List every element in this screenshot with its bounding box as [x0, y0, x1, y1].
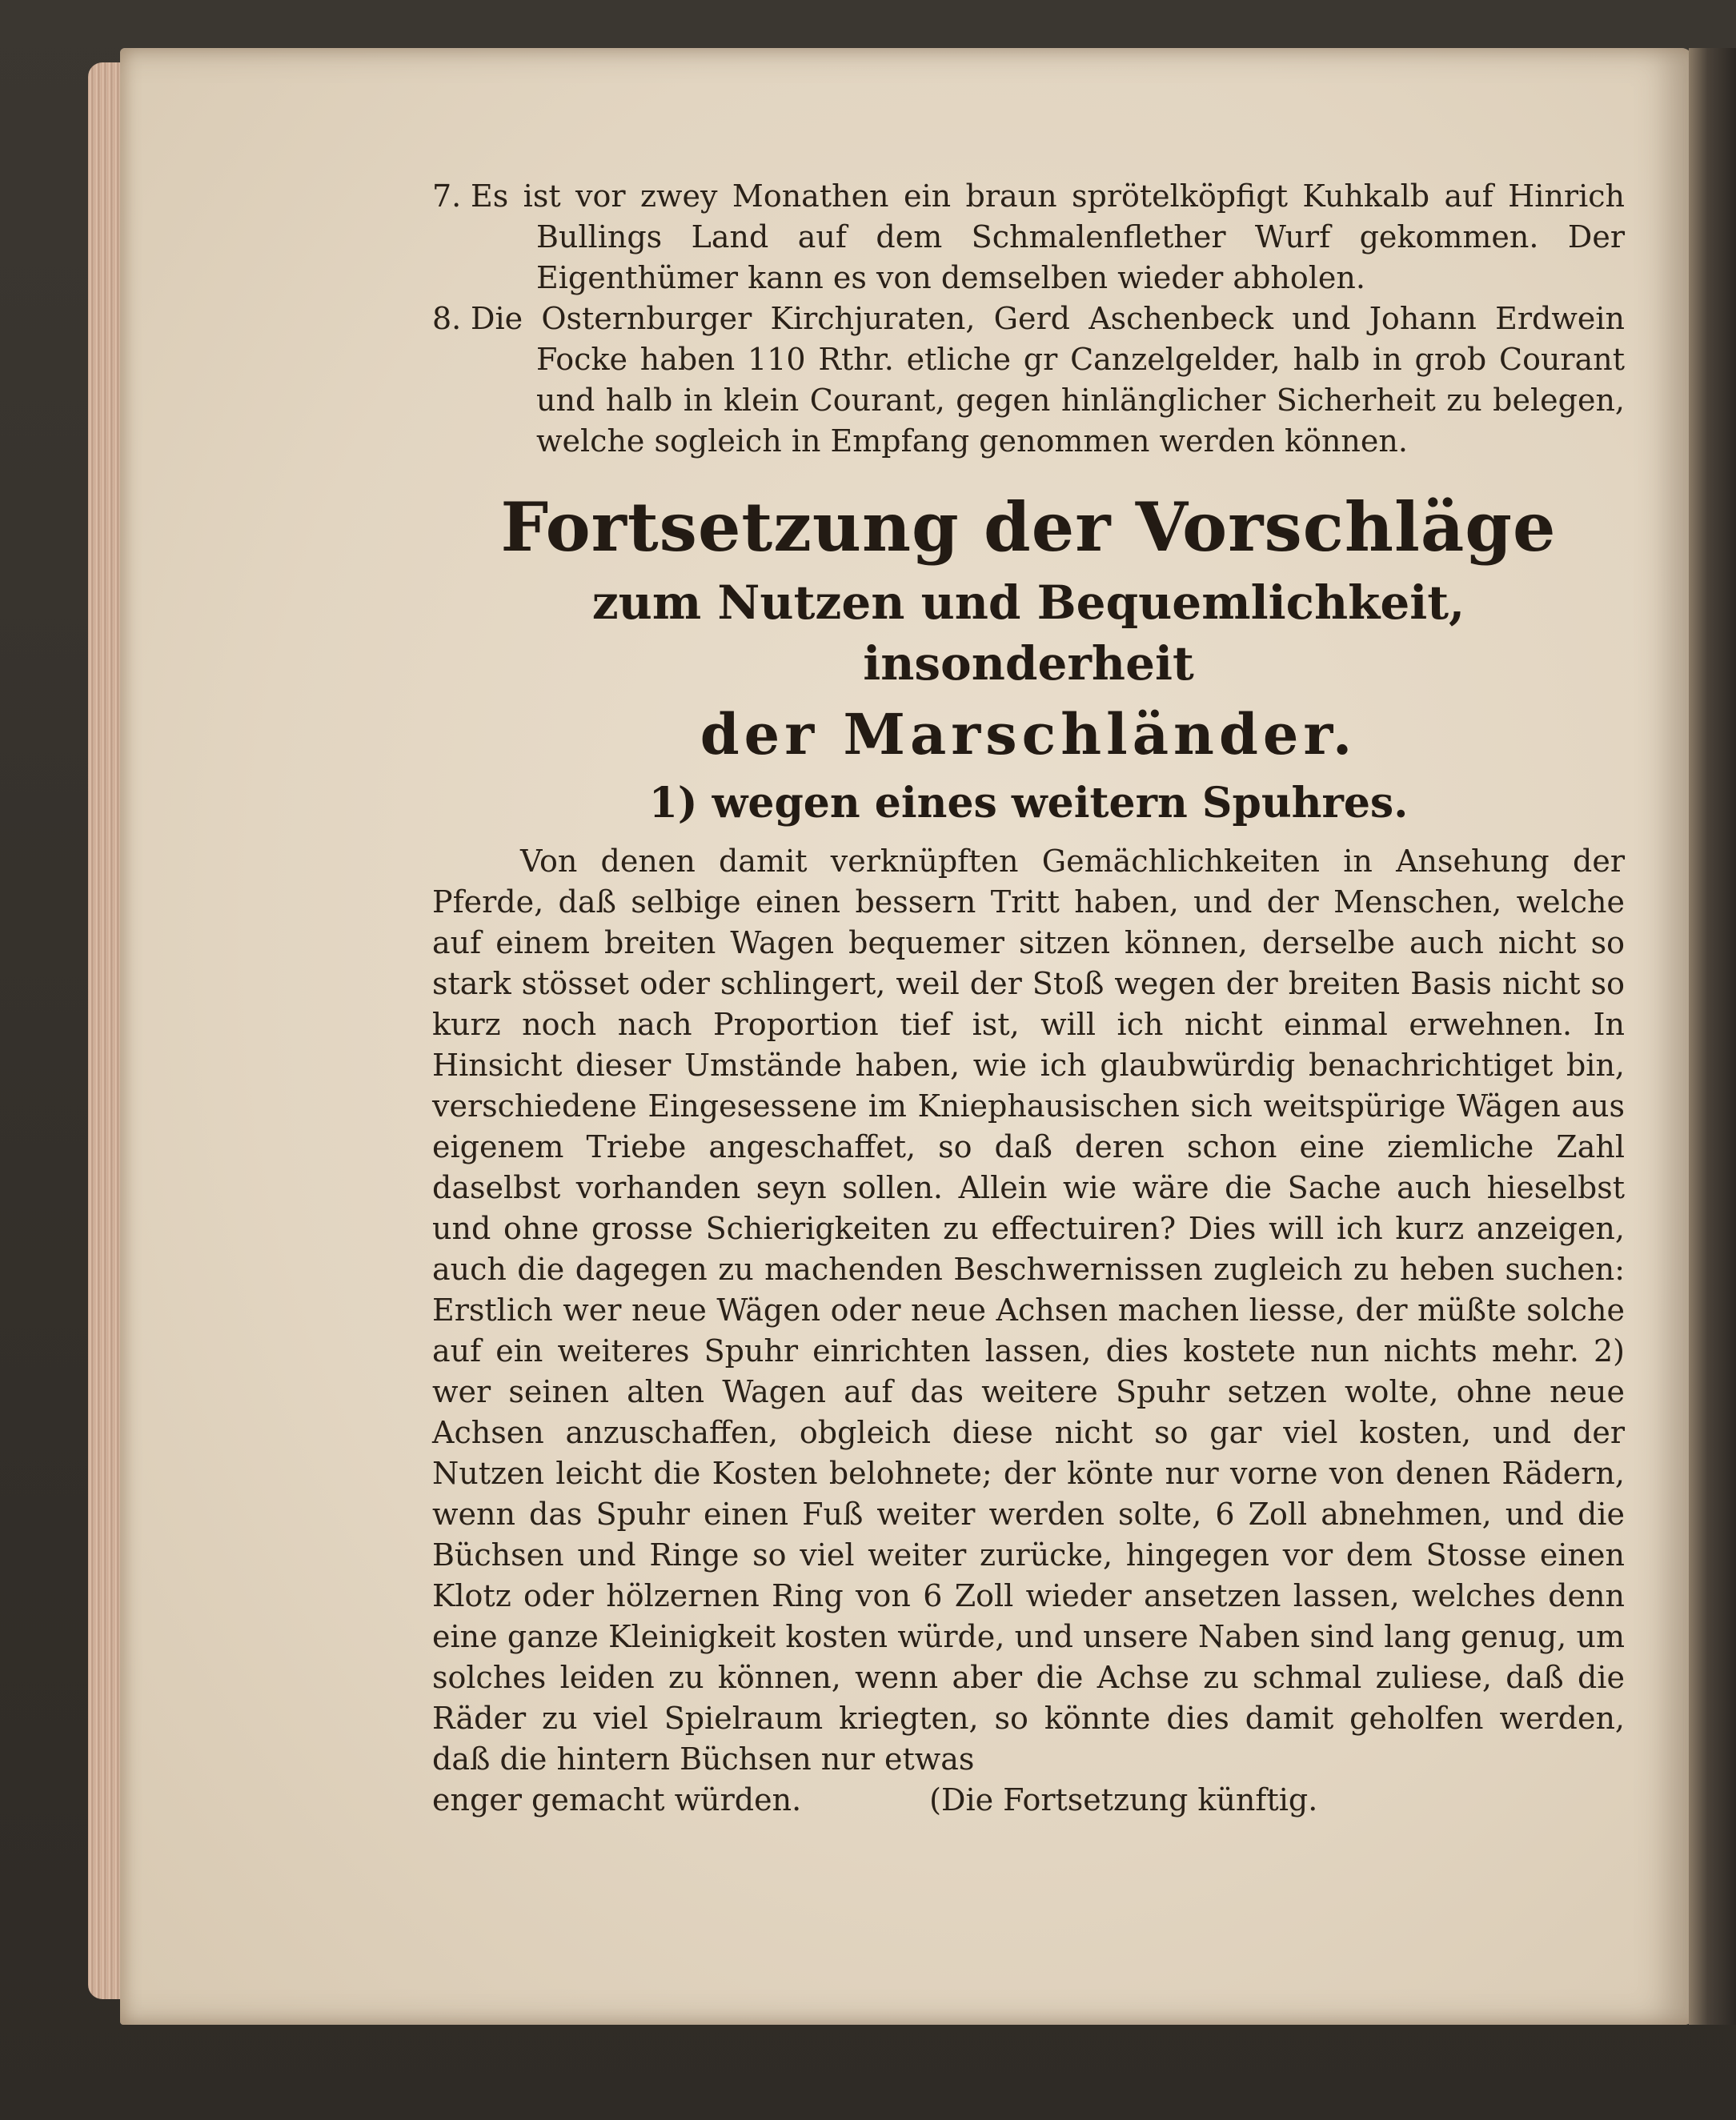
article-subtitle-line2: der Marschländer. — [700, 701, 1357, 767]
article-title: Fortsetzung der Vorschläge — [500, 487, 1557, 567]
notice-text: Die Osternburger Kirchjuraten, Gerd Aschenbeck und Johann Erdwein Focke haben 110 Rthr. etliche gr Canzelgelder, halb in grob Courant und halb in klein Courant, gegen hinlänglicher Sicherheit zu belegen, welche sogleich in Empfang genommen werden können. — [471, 301, 1625, 459]
closing-text: enger gemacht würden. — [432, 1782, 802, 1817]
notice-7 — [432, 176, 1625, 299]
notice-text: Es ist vor zwey Monathen ein braun sprötelköpfigt Kuhkalb auf Hinrich Bullings Land auf dem Schmalenflether Wurf gekommen. Der Eigenthümer kann es von demselben wieder abholen. — [471, 178, 1625, 295]
continuation-note: (Die Fortsetzung künftig. — [929, 1782, 1318, 1817]
book-gutter — [1689, 48, 1736, 2025]
notice-number: 7. — [432, 178, 462, 214]
notice-8 — [432, 299, 1625, 462]
page-text — [432, 176, 1625, 1821]
article-subtitle-line1: zum Nutzen und Bequemlichkeit, insonderheit — [591, 575, 1465, 691]
article-closing — [432, 1780, 1625, 1821]
article-body: Von denen damit verknüpften Gemächlichkeiten in Ansehung der Pferde, daß selbige einen bessern Tritt haben, und der Menschen, welche auf einem breiten Wagen bequemer sitzen können, derselbe auch nicht so stark stösset oder schlingert, weil der Stoß wegen der breiten Basis nicht so kurz noch nach Proportion tief ist, will ich nicht einmal erwehnen. In Hinsicht dieser Umstände haben, wie ich glaubwürdig benachrichtiget bin, verschiedene Eingesessene im Kniephausischen sich weitspürige Wägen aus eigenem Triebe angeschaffet, so daß deren schon eine ziemliche Zahl daselbst vorhanden seyn sollen. Allein wie wäre die Sache auch hieselbst und ohne grosse Schierigkeiten zu effectuiren? Dies will ich kurz anzeigen, auch die dagegen zu machenden Beschwernissen zugleich zu heben suchen: Erstlich wer neue Wägen oder neue Achsen machen liesse, der müßte solche auf ein weiteres Spuhr einrichten lassen, dies kostete nun nichts mehr. 2) wer seinen alten Wagen auf das weitere Spuhr setzen wolte, ohne neue Achsen anzuschaffen, obgleich diese nicht so gar viel kosten, und der Nutzen leicht die Kosten belohnete; der könte nur vorne von denen Rädern, wenn das Spuhr einen Fuß weiter werden solte, 6 Zoll abnehmen, und die Büchsen und Ringe so viel weiter zurücke, hingegen vor dem Stosse einen Klotz oder hölzernen Ring von 6 Zoll wieder ansetzen lassen, welches denn eine ganze Kleinigkeit kosten würde, und unsere Naben sind lang genug, um solches leiden zu können, wenn aber die Achse zu schmal zuliese, daß die Räder zu viel Spielraum kriegten, so könnte dies damit geholfen werden, daß die hintern Büchsen nur etwas — [432, 844, 1625, 1777]
section-heading: 1) wegen eines weitern Spuhres. — [648, 779, 1409, 828]
notice-number: 8. — [432, 301, 462, 336]
